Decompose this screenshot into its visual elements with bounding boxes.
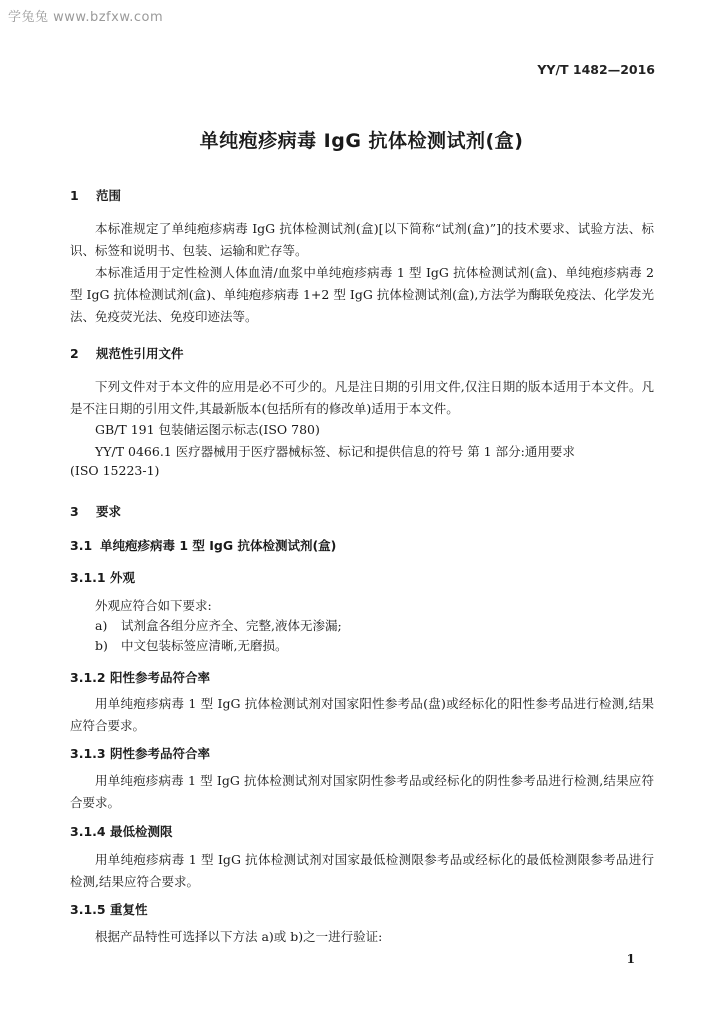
subsection-number: 3.1.2: [70, 670, 106, 685]
section-title: 范围: [96, 188, 122, 203]
reference-yyt0466-line-1: YY/T 0466.1 医疗器械用于医疗器械标签、标记和提供信息的符号 第 1 部分:通用要求: [95, 444, 575, 459]
list-item-a: [95, 616, 342, 635]
reference-yyt0466-line-2: (ISO 15223-1): [70, 463, 160, 478]
subsection-3-1-heading: [70, 536, 336, 554]
section-3-heading: [70, 502, 121, 520]
section-1-heading: [70, 186, 121, 204]
list-item-b: [95, 636, 287, 655]
subsection-number: 3.1.1: [70, 570, 106, 585]
subsection-title: 单纯疱疹病毒 1 型 IgG 抗体检测试剂(盒): [100, 538, 337, 553]
subsection-3-1-5-heading: [70, 900, 148, 918]
subsection-3-1-5-paragraph: 根据产品特性可选择以下方法 a)或 b)之一进行验证:: [95, 929, 383, 944]
reference-gbt191: GB/T 191 包装储运图示标志(ISO 780): [95, 422, 320, 437]
subsection-3-1-2-heading: [70, 668, 210, 686]
list-label-a: a): [95, 618, 108, 633]
section-number: 2: [70, 346, 79, 361]
subsection-number: 3.1.5: [70, 902, 106, 917]
subsection-title: 阴性参考品符合率: [110, 746, 211, 761]
subsection-number: 3.1.3: [70, 746, 106, 761]
subsection-3-1-4-heading: [70, 822, 173, 840]
section-1-paragraph-2: 本标准适用于定性检测人体血清/血浆中单纯疱疹病毒 1 型 IgG 抗体检测试剂(盒)、单纯疱疹病毒 2 型 IgG 抗体检测试剂(盒)、单纯疱疹病毒 1+2 型 IgG 抗体检测试剂(盒),方法学为酶联免疫法、化学发光法、免疫荧光法、免疫印迹法等。: [70, 265, 654, 324]
subsection-3-1-3-paragraph: 用单纯疱疹病毒 1 型 IgG 抗体检测试剂对国家阴性参考品或经标化的阴性参考品进行检测,结果应符合要求。: [70, 773, 654, 810]
standard-number: YY/T 1482—2016: [537, 62, 655, 77]
subsection-3-1-1-heading: [70, 568, 135, 586]
section-title: 要求: [96, 504, 122, 519]
section-number: 3: [70, 504, 79, 519]
section-number: 1: [70, 188, 79, 203]
list-label-b: b): [95, 638, 108, 653]
subsection-title: 阳性参考品符合率: [110, 670, 211, 685]
subsection-3-1-3-heading: [70, 744, 210, 762]
subsection-number: 3.1.4: [70, 824, 106, 839]
section-title: 规范性引用文件: [96, 346, 184, 361]
subsection-title: 外观: [110, 570, 136, 585]
subsection-3-1-2-paragraph: 用单纯疱疹病毒 1 型 IgG 抗体检测试剂对国家阳性参考品(盘)或经标化的阳性参考品进行检测,结果应符合要求。: [70, 696, 654, 733]
list-text-a: 试剂盒各组分应齐全、完整,液体无渗漏;: [121, 618, 342, 633]
section-2-heading: [70, 344, 184, 362]
subsection-3-1-4-paragraph: 用单纯疱疹病毒 1 型 IgG 抗体检测试剂对国家最低检测限参考品或经标化的最低检测限参考品进行检测,结果应符合要求。: [70, 852, 654, 889]
subsection-title: 重复性: [110, 902, 148, 917]
section-1-paragraph-1: 本标准规定了单纯疱疹病毒 IgG 抗体检测试剂(盒)[以下简称“试剂(盒)”]的技术要求、试验方法、标识、标签和说明书、包装、运输和贮存等。: [70, 221, 654, 258]
watermark: 学兔兔 www.bzfxw.com: [8, 10, 164, 25]
page-number: 1: [626, 952, 635, 966]
subsection-title: 最低检测限: [110, 824, 173, 839]
appearance-intro: 外观应符合如下要求:: [95, 598, 212, 613]
list-text-b: 中文包装标签应清晰,无磨损。: [121, 638, 288, 653]
section-2-paragraph: 下列文件对于本文件的应用是必不可少的。凡是注日期的引用文件,仅注日期的版本适用于本文件。凡是不注日期的引用文件,其最新版本(包括所有的修改单)适用于本文件。: [70, 379, 654, 416]
document-title: 单纯疱疹病毒 IgG 抗体检测试剂(盒): [199, 130, 524, 152]
subsection-number: 3.1: [70, 538, 93, 553]
